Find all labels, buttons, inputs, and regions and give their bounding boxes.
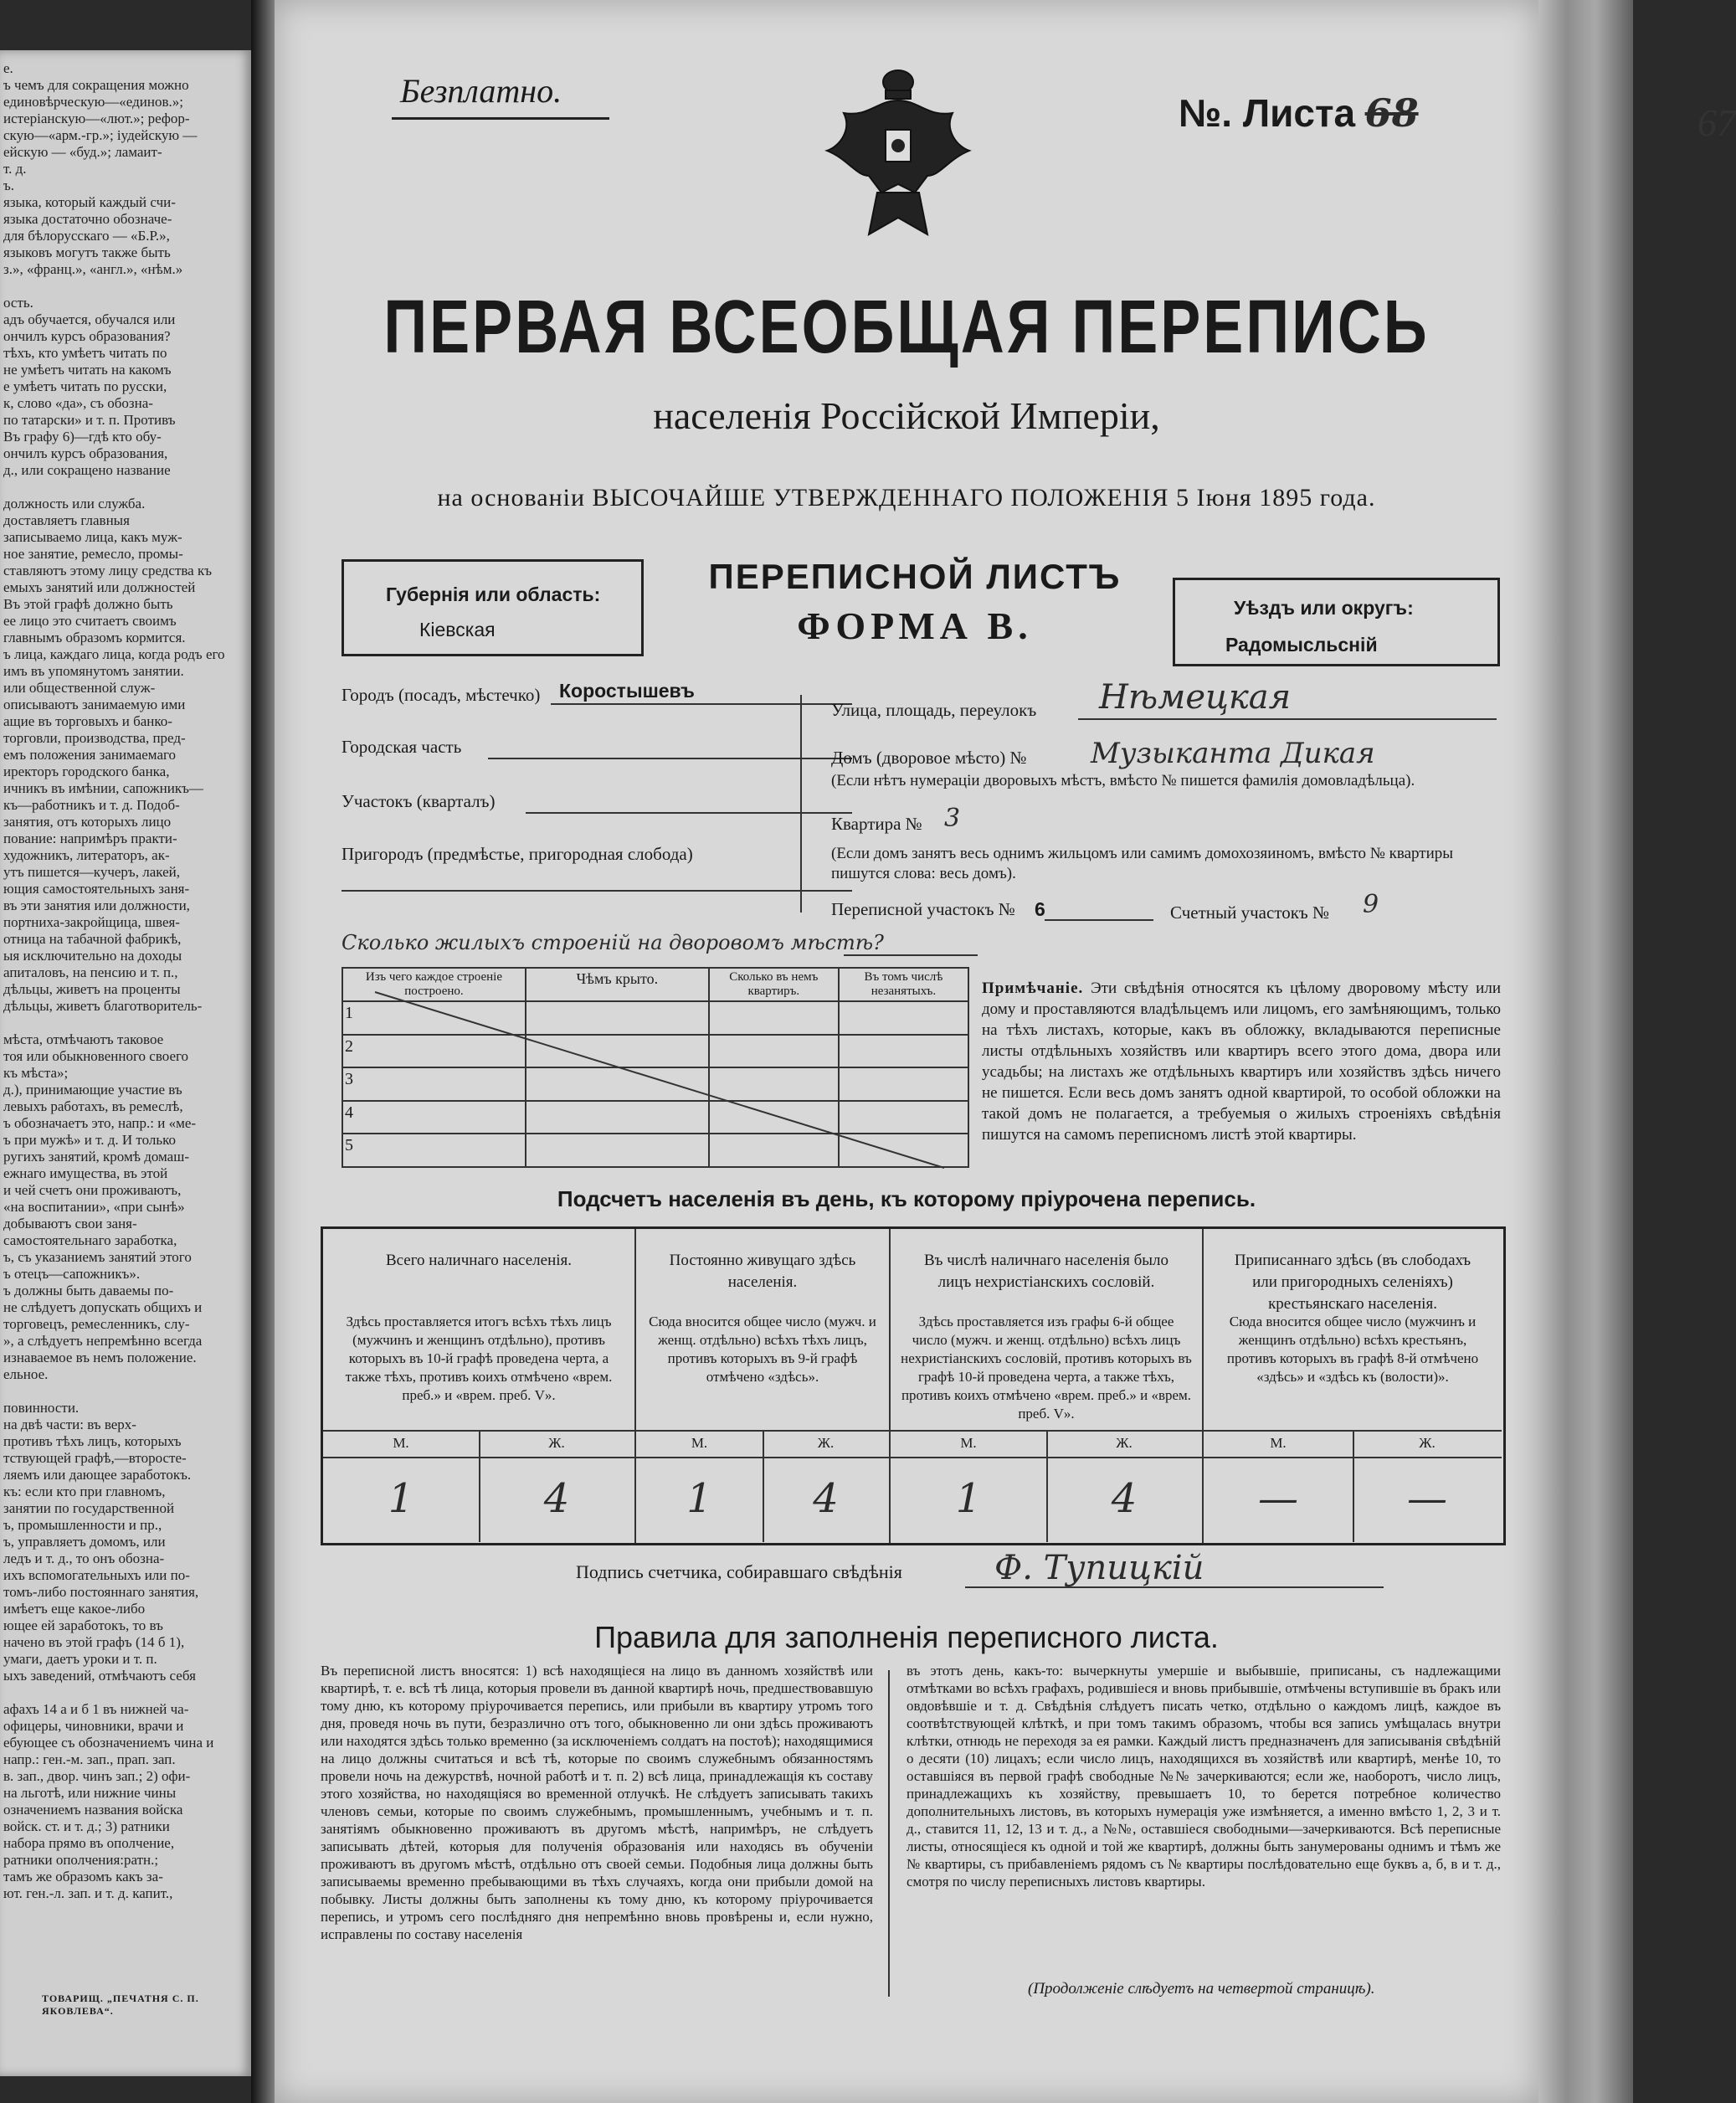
previous-page-line: ончилъ курсъ образования,: [3, 445, 168, 461]
previous-page-line: д.), принимающие участие въ: [3, 1082, 182, 1098]
previous-page-line: ее лицо это считаетъ своимъ: [3, 613, 177, 629]
previous-page-line: занятия, отъ которыхъ лицо: [3, 814, 172, 830]
previous-page-line: ъ обозначаетъ это, напр.: и «ме-: [3, 1115, 197, 1131]
previous-page-line: ельное.: [3, 1366, 49, 1382]
previous-page-line: утъ пишется—кучеръ, лакей,: [3, 864, 180, 880]
female-count: 4: [813, 1475, 839, 1522]
previous-page-line: ъ при мужѣ» и т. д. И только: [3, 1132, 177, 1148]
previous-page-line: ющее ей заработокъ, то въ: [3, 1617, 163, 1633]
previous-page-line: ъ должны быть даваемы по-: [3, 1283, 174, 1298]
previous-page-line: апиталовъ, на пенсию и т. п.,: [3, 964, 178, 980]
previous-page-line: томъ-либо постояннаго занятия,: [3, 1584, 199, 1600]
previous-page-line: начено въ этой графъ (14 б 1),: [3, 1634, 185, 1650]
previous-page-line: имѣетъ еще какое-либо: [3, 1601, 146, 1617]
apartment-note: (Если домъ занятъ весь однимъ жильцомъ или самимъ домохозяиномъ, вмѣсто № квартиры пишутся слова: весь домъ).: [831, 845, 1454, 882]
female-label: Ж.: [479, 1435, 634, 1458]
house-note: (Если нѣтъ нумерацiи дворовыхъ мѣстъ, вмѣсто № пишется фамилiя домовладѣльца).: [831, 772, 1415, 789]
female-count: —: [1407, 1475, 1447, 1522]
census-area-value: 6: [1035, 898, 1045, 920]
suburb-line: [342, 890, 852, 892]
population-col-desc: Сюда вносится общее число (мужч. и женщ. отдѣльно) всѣхъ тѣхъ лицъ, противъ которыхъ въ 9-й графѣ отмѣчено «здѣсь».: [649, 1314, 876, 1385]
sheet-heading: [668, 557, 1162, 648]
previous-page-line: ость.: [3, 295, 33, 311]
signature-value: Ф. Тупицкiй: [994, 1549, 1204, 1587]
previous-page-line: Въ этой графѣ должно быть: [3, 596, 173, 612]
count-area-value: 9: [1363, 890, 1379, 919]
population-col-head: Приписаннаго здѣсь (въ слободахъ или пригородныхъ селенiяхъ) крестьянскаго населенiя.: [1234, 1252, 1471, 1313]
buildings-note: [982, 978, 1501, 1145]
previous-page-line: афахъ 14 а и б 1 въ нижней ча-: [3, 1701, 189, 1717]
previous-page-line: дѣльцы, живетъ благотворитель-: [3, 998, 203, 1014]
previous-page-line: ледъ и т. д., то онъ обозна-: [3, 1550, 165, 1566]
buildings-row-4: 4: [342, 1101, 526, 1134]
previous-page-line: ыя исключительно на доходы: [3, 948, 182, 964]
previous-page-line: въ эти занятия или должности,: [3, 897, 190, 913]
male-label: М.: [1204, 1435, 1353, 1458]
previous-page-line: набора прямо въ ополчение,: [3, 1835, 175, 1851]
population-col-non-christian: [891, 1229, 1204, 1543]
previous-page-line: ейскую — «буд.»; ламаит-: [3, 144, 162, 160]
signature-label: Подпись счетчика, собиравшаго свѣдѣнiя: [576, 1561, 902, 1582]
previous-page-line: записываемо лица, какъ муж-: [3, 529, 182, 545]
suburb-label: Пригородъ (предмѣстье, пригородная слобода): [342, 844, 693, 864]
previous-page-line: адъ обучается, обучался или: [3, 311, 176, 327]
sheet-number: [1179, 90, 1419, 136]
population-col-head: Постоянно живущаго здѣсь населенiя.: [669, 1252, 856, 1291]
city-line: [551, 703, 852, 705]
previous-page-line: тѣхъ, кто умѣетъ читать по: [3, 345, 167, 361]
previous-page-line: на двѣ части: въ верх-: [3, 1417, 136, 1432]
city-part-line: [488, 758, 852, 759]
previous-page-line: ичникъ въ имѣнии, сапожникъ—: [3, 780, 203, 796]
male-label: М.: [323, 1435, 479, 1458]
previous-page-line: ляемъ или дающее заработокъ.: [3, 1467, 192, 1483]
previous-page-line: ъ, управляетъ домомъ, или: [3, 1534, 166, 1550]
buildings-col-material: Изъ чего каждое строенiе построено.: [342, 968, 526, 1001]
female-label: Ж.: [1046, 1435, 1202, 1458]
female-label: Ж.: [763, 1435, 889, 1458]
previous-page-line: ихъ вспомогательныхъ или по-: [3, 1567, 190, 1583]
previous-page-line: не слѣдуетъ допускать общихъ и: [3, 1299, 203, 1315]
previous-page-line: ъ лица, каждаго лица, когда родъ его: [3, 646, 225, 662]
previous-page-line: тствующей графѣ,—второсте-: [3, 1450, 187, 1466]
note-text: Эти свѣдѣнiя относятся къ цѣлому дворовому мѣсту или дому и проставляются владѣльцемъ или лицомъ, его замѣняющимъ, только на тѣхъ листахъ, которые, какъ въ обложку, вкладываются переписные листы отдѣльныхъ хозяйствъ или квартиръ всего этого дома, двора или усадьбы; на листахъ же отдѣльныхъ квартиръ или хозяйствъ здѣсь ничего не пишется. Если весь домъ занятъ одной квартирой, то особой обложки на такой домъ не полагается, а требуемыя о жилыхъ строенiяхъ свѣдѣнiя пишутся на самомъ переписномъ листѣ этой квартиры.: [982, 980, 1501, 1144]
female-count: 4: [1111, 1475, 1138, 1522]
gubernia-value: Кiевская: [419, 619, 496, 640]
previous-page-line: ное занятие, ремесло, промы-: [3, 546, 183, 562]
legal-basis: на основанiи ВЫСОЧАЙШЕ УТВЕРЖДЕННАГО ПОЛОЖЕНIЯ 5 Iюня 1895 года.: [437, 484, 1376, 512]
previous-page-line: ъ.: [3, 177, 15, 193]
previous-page-line: языка, который каждый счи-: [3, 194, 176, 210]
buildings-row-1: 1: [342, 1001, 526, 1035]
apartment-value: 3: [944, 804, 961, 833]
sheet-number-label: №. Листа: [1179, 91, 1356, 135]
previous-page-line: е.: [3, 60, 13, 76]
page-stack-edge: [1538, 0, 1633, 2103]
previous-page-line: къ—работникъ и т. д. Подоб-: [3, 797, 180, 813]
previous-page-line: повинности.: [3, 1400, 80, 1416]
female-count: 4: [543, 1475, 570, 1522]
buildings-col-vacant: Въ томъ числѣ незанятыхъ.: [839, 968, 968, 1001]
house-label: Домъ (дворовое мѣсто) №: [831, 748, 1027, 768]
double-headed-eagle-emblem: [819, 67, 978, 247]
previous-page-line: в. зап., двор. чинъ зап.; 2) офи-: [3, 1768, 191, 1784]
rules-title: Правила для заполненiя переписного листа.: [594, 1620, 1219, 1654]
previous-page-line: ъ отецъ—сапожникъ».: [3, 1266, 141, 1282]
previous-page-line: не умѣетъ читать на какомъ: [3, 362, 172, 378]
previous-page-line: ащие въ торговыхъ и банко-: [3, 713, 172, 729]
buildings-row-2: 2: [342, 1035, 526, 1068]
previous-page-line: самостоятельнаго заработка,: [3, 1232, 177, 1248]
free-label: Безплатно.: [400, 72, 562, 110]
previous-page-line: офицеры, чиновники, врачи и: [3, 1718, 184, 1734]
previous-page-line: д., или сокращено название: [3, 462, 171, 478]
previous-page-line: ъ, съ указаниемъ занятий этого: [3, 1249, 192, 1265]
census-form-page: [275, 0, 1736, 2103]
rules-left-column: Въ переписной листъ вносятся: 1) всѣ находящiеся на лицо въ данномъ хозяйствѣ или квартирѣ, т. е. всѣ тѣ лица, которыя провели въ данной квартирѣ ночь, предшествовавшую тому дню, къ которому прiурочивается перепись, или прибыли въ квартиру утромъ того дня, проведя ночь въ пути, безразлично отъ того, обыкновенно ли они здѣсь проживаютъ или находятся здѣсь только временно (за исключенiемъ солдатъ на постоѣ); находящимися на лицо должны считаться и всѣ тѣ, которые по своимъ служебнымъ обязанностямъ провели ночь на дежурствѣ, ночной работѣ и т. п. 2) всѣ лица, принадлежащiя къ составу этого хозяйства, но находящiяся во временной отлучкѣ. Не слѣдуетъ записывать такихъ членовъ семьи, которые по своимъ служебнымъ, промышленнымъ, учебнымъ и т. п. занятiямъ обыкновенно проживаютъ въ другомъ мѣстѣ, напримѣръ, не слѣдуетъ записывать дѣтей, которыя для полученiя образованiя или находясь въ обученiи проживаютъ въ другомъ мѣстѣ, отдѣльно отъ своей семьи. Подобныя лица должны быть записываемы временно пребывающими въ тѣхъ случаяхъ, когда они прибыли домой на побывку. Листы должны быть заполнены къ тому дню, къ которому прiурочивается перепись, и утромъ сего послѣдняго дня непремѣнно вновь провѣрены и, если нужно, исправлены по составу населенiя: [321, 1663, 873, 1942]
previous-page-line: скую—«арм.-гр.»; iудейскую —: [3, 127, 198, 143]
population-col-total: [323, 1229, 636, 1543]
population-title: Подсчетъ населенiя въ день, къ которому прiурочена перепись.: [557, 1186, 1256, 1211]
previous-page-line: », а слѣдуетъ непремѣнно всегда: [3, 1333, 203, 1349]
census-area-label: Переписной участокъ №: [831, 899, 1015, 919]
district-label: Участокъ (кварталъ): [342, 791, 496, 811]
previous-page-line: истерiанскую—«лют.»; рефор-: [3, 111, 190, 126]
population-col-desc: Здѣсь проставляется изъ графы 6-й общее число (мужч. и женщ. отдѣльно) всѣхъ лицъ нехристiанскихъ сословiй, противъ которыхъ въ графѣ 10-й проведена черта, а также тѣхъ, противъ коихъ отмѣчено «врем. преб.» и «врем. преб. V».: [901, 1314, 1192, 1422]
gubernia-box: [342, 559, 644, 656]
sheet-number-value: 68: [1364, 90, 1419, 136]
previous-page-line: иректоръ городского банка,: [3, 764, 170, 779]
previous-page-line: войск. ст. и т. д.; 3) ратники: [3, 1818, 170, 1834]
page-subtitle: населенiя Россiйской Имперiи,: [653, 394, 1160, 437]
buildings-crossout-line: [342, 967, 969, 1168]
female-label: Ж.: [1353, 1435, 1502, 1458]
previous-page-line: тоя или обыкновенного своего: [3, 1048, 189, 1064]
note-head: Примѣчанiе.: [982, 980, 1084, 997]
previous-page-line: ют. ген.-л. зап. и т. д. капит.,: [3, 1885, 173, 1901]
city-part-label: Городская часть: [342, 737, 462, 757]
population-col-peasant: [1204, 1229, 1502, 1543]
previous-page-line: пование: напримѣръ практи-: [3, 830, 177, 846]
street-value: Нѣмецкая: [1099, 678, 1292, 717]
previous-page-line: или общественной служ-: [3, 680, 156, 696]
previous-page-line: тамъ же образомъ какъ за-: [3, 1869, 163, 1884]
population-col-desc: Здѣсь проставляется итогъ всѣхъ тѣхъ лицъ (мужчинъ и женщинъ отдѣльно), противъ которыхъ въ 10-й графѣ проведена черта, а также тѣхъ, противъ коихъ отмѣчено «врем. преб.» и «врем. преб. V».: [345, 1314, 613, 1403]
previous-page-line: на льготѣ, или нижние чины: [3, 1785, 177, 1801]
previous-page-line: по татарски» и т. п. Противъ: [3, 412, 176, 428]
population-col-permanent: [636, 1229, 891, 1543]
book-gutter: [251, 0, 276, 2103]
free-underline: [392, 117, 609, 120]
buildings-col-roof: Чѣмъ крыто.: [526, 968, 709, 1001]
sheet-title: ПЕРЕПИСНОЙ ЛИСТЪ: [708, 557, 1122, 596]
previous-page-line: изнаваемое въ немъ положение.: [3, 1350, 197, 1365]
rules-right-column: въ этотъ день, какъ-то: вычеркнуты умершiе и выбывшiе, приписаны, съ надлежащими отмѣтками во всѣхъ графахъ, родившiеся и вновь прибывшiе, отмѣчены вступившiе въ бракъ или овдовѣвшiе и т. д. Свѣдѣнiя слѣдуетъ писать четко, отдѣльно о каждомъ лицѣ, каждое въ соотвѣтствующей клѣткѣ, и при томъ такимъ образомъ, чтобы вся запись умѣщалась внутри клѣтки, отнюдь не переходя за ея рамки. Каждый листъ предназначенъ для записыванiя свѣдѣнiй о десяти (10) лицахъ; если число лицъ, находящихся въ хозяйствѣ или квартирѣ, менѣе 10, то оставшiяся въ первой графѣ свободные №№ зачеркиваются; если же, наоборотъ, число лицъ, принадлежащихъ къ хозяйству, превышаетъ 10, то берется потребное количество дополнительныхъ листовъ, въ которыхъ нумерацiя уже измѣняется, а именно вмѣсто 1, 2, 3 и т. д., ставится 11, 12, 13 и т. д., а №№, оставшiеся свободными—зачеркиваются. Всѣ переписные листы, относящiеся къ одной и той же квартирѣ, должны быть занумерованы однимъ и тѣмъ же № квартиры, съ прибавленiемъ рядомъ съ № квартиры послѣдовательно еще буквъ а, б, в и т. д., смотря по числу переписныхъ листовъ квартиры.: [907, 1663, 1501, 1890]
previous-page: [0, 50, 251, 2076]
previous-page-line: ебующее съ обозначениемъ чина и: [3, 1735, 214, 1751]
form-name: ФОРМА В.: [797, 604, 1033, 647]
uezd-box: [1173, 578, 1500, 666]
previous-page-line: портниха-закройщица, швея-: [3, 914, 180, 930]
previous-page-line: занятии по государственной: [3, 1500, 175, 1516]
buildings-answer-line: [844, 954, 978, 956]
previous-page-line: единовѣрческую—«единов.»;: [3, 94, 183, 110]
previous-page-line: е умѣетъ читать по русски,: [3, 378, 167, 394]
house-value: Музыканта Дикая: [1091, 737, 1375, 770]
uezd-label: Уѣздъ или округъ:: [1234, 597, 1414, 619]
previous-page-line: Въ графу 6)—гдѣ кто обу-: [3, 429, 162, 445]
male-label: М.: [891, 1435, 1046, 1458]
previous-page-line: ъ чемъ для сокращения можно: [3, 77, 189, 93]
male-label: М.: [636, 1435, 763, 1458]
apartment-label: Квартира №: [831, 814, 922, 834]
previous-page-line: торговецъ, ремесленникъ, слу-: [3, 1316, 190, 1332]
address-divider: [800, 695, 802, 913]
previous-page-line: языковъ могутъ также быть: [3, 244, 171, 260]
gubernia-label: Губернiя или область:: [386, 584, 601, 605]
previous-page-line: ратники ополчения:ратн.;: [3, 1852, 159, 1868]
previous-page-line: напр.: ген.-м. зап., прап. зап.: [3, 1751, 176, 1767]
previous-page-line: ежнаго имущества, въ этой: [3, 1165, 168, 1181]
previous-page-line: к, слово «да», съ обозна-: [3, 395, 153, 411]
population-col-desc: Сюда вносится общее число (мужчинъ и женщинъ отдѣльно) всѣхъ крестьянъ, противъ которыхъ въ графѣ 8-й отмѣчено «здѣсь» и «здѣсь къ (волости)».: [1226, 1314, 1479, 1385]
male-count: 1: [686, 1475, 712, 1522]
previous-page-line: къ: если кто при главномъ,: [3, 1483, 166, 1499]
buildings-row-3: 3: [342, 1067, 526, 1101]
previous-page-line: для бѣлорусскаго — «Б.Р.»,: [3, 228, 170, 244]
district-line: [526, 812, 852, 814]
buildings-col-apartments: Сколько въ немъ квартиръ.: [709, 968, 839, 1001]
previous-page-line: отница на табачной фабрикѣ,: [3, 931, 182, 947]
previous-page-line: левыхъ работахъ, въ ремеслѣ,: [3, 1098, 183, 1114]
previous-page-line: языка достаточно обозначе-: [3, 211, 172, 227]
previous-page-line: ругихъ занятий, кромѣ домаш-: [3, 1149, 189, 1165]
previous-page-line: «на воспитании», «при сынѣ»: [3, 1199, 185, 1215]
previous-page-printer-footer: ТОВАРИЩ. „ПЕЧАТНЯ С. П. ЯКОВЛЕВА“.: [42, 1992, 199, 2017]
previous-page-line: ставляютъ этому лицу средства къ: [3, 563, 213, 578]
previous-page-line: дѣльцы, живетъ на проценты: [3, 981, 181, 997]
previous-page-line: имъ въ упомянутомъ занятии.: [3, 663, 184, 679]
rules-divider: [888, 1670, 890, 1997]
city-value: Коростышевъ: [559, 680, 695, 702]
previous-page-line: художникъ, литераторъ, ак-: [3, 847, 170, 863]
population-col-head: Въ числѣ наличнаго населенiя было лицъ нехристiанскихъ сословiй.: [923, 1252, 1169, 1291]
uezd-value: Радомысльсній: [1225, 634, 1378, 656]
previous-page-line: доставляетъ главныя: [3, 512, 130, 528]
previous-page-line: мѣста, отмѣчаютъ таковое: [3, 1031, 164, 1047]
previous-page-line: къ мѣста»;: [3, 1065, 69, 1081]
previous-page-line: емыхъ занятий или должностей: [3, 579, 196, 595]
previous-page-line: противъ тѣхъ лицъ, которыхъ: [3, 1433, 182, 1449]
male-count: 1: [955, 1475, 982, 1522]
previous-page-line: ончилъ курсъ образования?: [3, 328, 171, 344]
street-label: Улица, площадь, переулокъ: [831, 700, 1037, 720]
previous-page-line: емъ положения занимаемаго: [3, 747, 177, 763]
pencil-sheet-number: 67: [1697, 101, 1736, 144]
previous-page-line: торговли, производства, пред-: [3, 730, 186, 746]
previous-page-line: ыхъ заведений, отмѣчаютъ себя: [3, 1668, 196, 1684]
previous-page-line: главнымъ образомъ кормится.: [3, 630, 186, 645]
count-area-label: Счетный участокъ №: [1170, 902, 1330, 923]
buildings-row-5: 5: [342, 1134, 526, 1167]
population-col-head: Всего наличнаго населенiя.: [385, 1252, 573, 1269]
male-count: —: [1258, 1475, 1298, 1522]
street-line: [1078, 718, 1497, 720]
rules-continued: (Продолженiе слѣдуетъ на четвертой страницѣ).: [1028, 1980, 1375, 1998]
previous-page-line: ъ, промышленности и пр.,: [3, 1517, 162, 1533]
buildings-question: Сколько жилыхъ строенiй на дворовомъ мѣстѣ?: [342, 931, 884, 954]
previous-page-line: означениемъ названия войска: [3, 1802, 183, 1818]
previous-page-line: ющия самостоятельныхъ заня-: [3, 881, 190, 897]
previous-page-line: добываютъ свои заня-: [3, 1216, 137, 1231]
male-count: 1: [388, 1475, 414, 1522]
population-table: [321, 1226, 1506, 1545]
page-title: ПЕРВАЯ ВСЕОБЩАЯ ПЕРЕПИСЬ: [383, 285, 1430, 369]
census-area-line: [1045, 919, 1153, 921]
previous-page-line: описываютъ занимаемую ими: [3, 697, 186, 712]
previous-page-line: умаги, даетъ уроки и т. п.: [3, 1651, 157, 1667]
previous-page-line: и чей счетъ они проживаютъ,: [3, 1182, 182, 1198]
city-label: Городъ (посадъ, мѣстечко): [342, 685, 541, 705]
previous-page-line: т. д.: [3, 161, 27, 177]
previous-page-line: должность или служба.: [3, 496, 146, 512]
previous-page-line: з.», «франц.», «англ.», «нѣм.»: [3, 261, 183, 277]
